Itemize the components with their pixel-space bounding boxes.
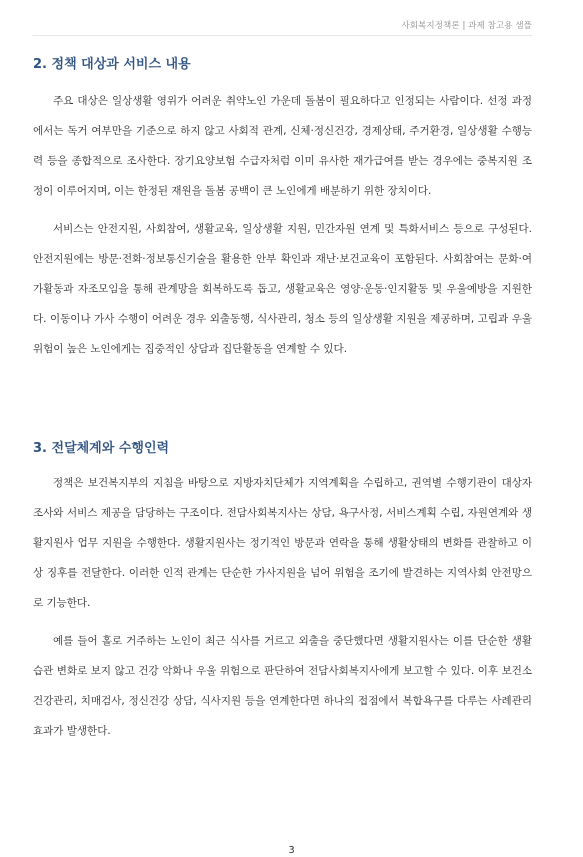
section-2: [33, 56, 532, 364]
section-title: 3. 전달체계와 수행인력: [33, 441, 170, 456]
section-3: [33, 440, 532, 746]
body-paragraph: 예를 들어 홀로 거주하는 노인이 최근 식사를 거르고 외출을 중단했다면 생활지원사는 이를 단순한 생활습관 변화로 보지 않고 건강 악화나 우울 위험으로 판단하여 전담사회복지사에게 보고할 수 있다. 이후 보건소 건강관리, 치매검사, 정신건강 상담, 식사지원 등을 연계한다면 하나의 접점에서 복합욕구를 다루는 사례관리 효과가 발생한다.: [33, 635, 532, 737]
page-number: 3: [288, 845, 295, 856]
body-paragraph: 주요 대상은 일상생활 영위가 어려운 취약노인 가운데 돌봄이 필요하다고 인정되는 사람이다. 선정 과정에서는 독거 여부만을 기준으로 하지 않고 사회적 관계, 신체·정신건강, 경제상태, 주거환경, 일상생활 수행능력 등을 종합적으로 조사한다. 장기요양보험 수급자처럼 이미 유사한 재가급여를 받는 경우에는 중복지원 조정이 이루어지며, 이는 한정된 재원을 돌봄 공백이 큰 노인에게 배분하기 위한 장치이다.: [33, 95, 532, 197]
body-paragraph: 서비스는 안전지원, 사회참여, 생활교육, 일상생활 지원, 민간자원 연계 및 특화서비스 등으로 구성된다. 안전지원에는 방문·전화·정보통신기술을 활용한 안부 확인과 재난·보건교육이 포함된다. 사회참여는 문화·여가활동과 자조모임을 통해 관계망을 회복하도록 돕고, 생활교육은 영양·운동·인지활동 및 우울예방을 지원한다. 이동이나 가사 수행이 어려운 경우 외출동행, 식사관리, 청소 등의 일상생활 지원을 제공하며, 고립과 우울 위험이 높은 노인에게는 집중적인 상담과 집단활동을 연계할 수 있다.: [33, 223, 532, 355]
section-title: 2. 정책 대상과 서비스 내용: [33, 57, 191, 72]
running-header: 사회복지정책론 | 과제 참고용 샘플: [401, 21, 532, 31]
header-rule: [33, 35, 532, 36]
body-paragraph: 정책은 보건복지부의 지침을 바탕으로 지방자치단체가 지역계획을 수립하고, 권역별 수행기관이 대상자 조사와 서비스 제공을 담당하는 구조이다. 전담사회복지사는 상담, 욕구사정, 서비스계획 수립, 자원연계와 생활지원사 업무 지원을 수행한다. 생활지원사는 정기적인 방문과 연락을 통해 생활상태의 변화를 관찰하고 이상 징후를 전달한다. 이러한 인적 관계는 단순한 가사지원을 넘어 위험을 조기에 발견하는 지역사회 안전망으로 기능한다.: [33, 477, 532, 609]
